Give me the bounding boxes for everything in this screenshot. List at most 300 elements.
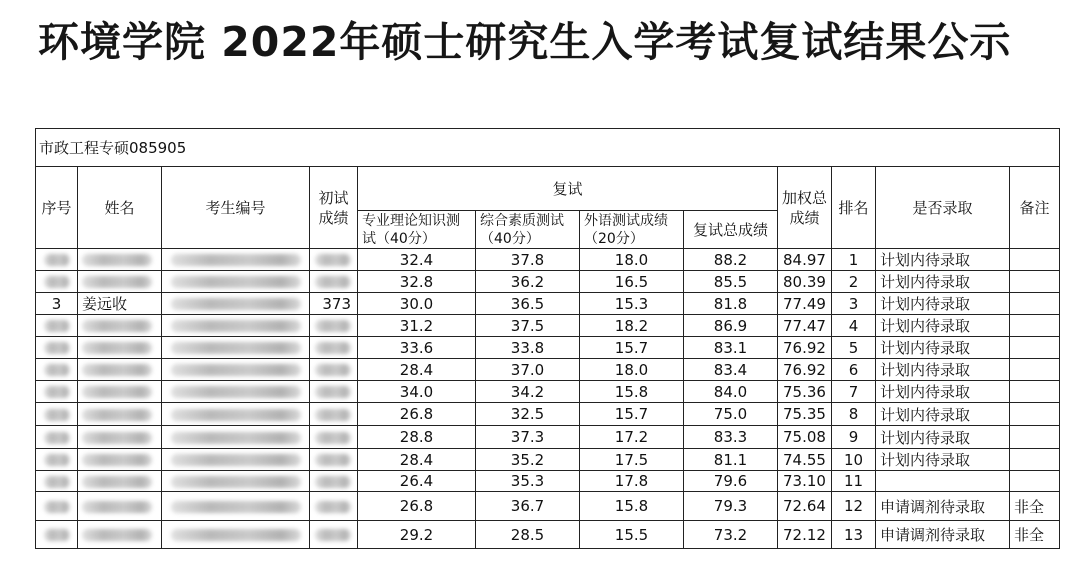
- cell-name: [78, 315, 162, 337]
- cell-weighted-total-text: 76.92: [783, 338, 826, 357]
- redacted-blur: [315, 320, 351, 332]
- cell-foreign: [580, 471, 684, 492]
- cell-weighted-total: [778, 381, 832, 403]
- redacted-blur: [171, 409, 301, 421]
- table-row: [36, 492, 1060, 521]
- cell-professional-text: 28.4: [399, 450, 434, 469]
- cell-foreign-text: 16.5: [614, 272, 649, 291]
- cell-admitted: [876, 293, 1010, 315]
- cell-seq: [36, 359, 78, 381]
- redacted-blur: [44, 454, 70, 466]
- cell-rank: [832, 249, 876, 271]
- redacted-blur: [82, 529, 152, 541]
- cell-professional: [358, 337, 476, 359]
- redacted-blur: [82, 320, 152, 332]
- col-header-professional: 专业理论知识测试（40分）: [358, 211, 476, 249]
- cell-rank: [832, 403, 876, 426]
- cell-professional-text: 28.4: [399, 360, 434, 379]
- cell-weighted-total: [778, 471, 832, 492]
- cell-weighted-total-text: 73.10: [783, 472, 826, 490]
- cell-comprehensive-text: 37.3: [510, 428, 545, 446]
- cell-comprehensive-text: 36.2: [510, 272, 545, 291]
- cell-foreign-text: 17.8: [614, 472, 649, 490]
- redacted-blur: [315, 254, 351, 266]
- cell-professional: [358, 449, 476, 471]
- cell-comprehensive: [476, 249, 580, 271]
- cell-admitted: [876, 471, 1010, 492]
- col-header-foreign: 外语测试成绩（20分）: [580, 211, 684, 249]
- cell-admitted: [876, 249, 1010, 271]
- cell-comprehensive-text: 35.3: [510, 472, 545, 490]
- cell-retest-total-text: 81.8: [713, 294, 748, 313]
- col-header-remark: 备注: [1010, 167, 1060, 249]
- cell-comprehensive-text: 33.8: [510, 338, 545, 357]
- redacted-blur: [171, 386, 301, 398]
- redacted-blur: [171, 364, 301, 376]
- cell-comprehensive: [476, 337, 580, 359]
- cell-comprehensive-text: 37.8: [510, 250, 545, 269]
- redacted-blur: [171, 276, 301, 288]
- cell-foreign: [580, 271, 684, 293]
- cell-name: [78, 271, 162, 293]
- cell-admitted-text: 计划内待录取: [880, 295, 971, 313]
- cell-rank-text: 5: [848, 338, 859, 357]
- cell-comprehensive: [476, 492, 580, 521]
- cell-weighted-total-text: 76.92: [783, 360, 826, 379]
- cell-exam-id: [162, 403, 310, 426]
- cell-weighted-total: [778, 249, 832, 271]
- cell-rank: [832, 426, 876, 449]
- cell-weighted-total: [778, 403, 832, 426]
- table-row: [36, 426, 1060, 449]
- cell-initial-score: [310, 492, 358, 521]
- cell-comprehensive: [476, 381, 580, 403]
- cell-retest-total-text: 85.5: [713, 272, 748, 291]
- cell-comprehensive: [476, 403, 580, 426]
- redacted-blur: [315, 501, 351, 513]
- cell-rank-text: 13: [843, 525, 864, 544]
- cell-weighted-total-text: 75.36: [783, 382, 826, 401]
- redacted-blur: [44, 409, 70, 421]
- cell-retest-total: [684, 315, 778, 337]
- cell-rank-text: 3: [848, 294, 859, 313]
- cell-weighted-total: [778, 337, 832, 359]
- redacted-blur: [82, 364, 152, 376]
- cell-comprehensive: [476, 449, 580, 471]
- cell-foreign-text: 15.7: [614, 405, 649, 423]
- redacted-blur: [82, 432, 152, 444]
- cell-remark: [1010, 293, 1060, 315]
- cell-admitted-text: 计划内待录取: [880, 273, 971, 291]
- cell-foreign: [580, 492, 684, 521]
- cell-foreign-text: 15.8: [614, 497, 649, 515]
- cell-foreign-text: 15.3: [614, 294, 649, 313]
- cell-retest-total-text: 86.9: [713, 316, 748, 335]
- cell-comprehensive-text: 32.5: [510, 405, 545, 423]
- cell-weighted-total: [778, 426, 832, 449]
- redacted-blur: [171, 476, 301, 488]
- cell-initial-score: [310, 359, 358, 381]
- cell-admitted-text: 申请调剂待录取: [880, 526, 986, 544]
- cell-rank: [832, 381, 876, 403]
- cell-initial-score: [310, 449, 358, 471]
- cell-retest-total: [684, 471, 778, 492]
- cell-weighted-total: [778, 492, 832, 521]
- cell-remark: [1010, 359, 1060, 381]
- cell-remark: [1010, 403, 1060, 426]
- redacted-blur: [44, 364, 70, 376]
- cell-weighted-total-text: 74.55: [783, 450, 826, 469]
- cell-remark: [1010, 521, 1060, 549]
- table-row: [36, 271, 1060, 293]
- cell-exam-id: [162, 426, 310, 449]
- cell-exam-id: [162, 359, 310, 381]
- table-row: [36, 293, 1060, 315]
- cell-professional-text: 26.8: [399, 405, 434, 423]
- cell-foreign-text: 15.5: [614, 525, 649, 544]
- redacted-blur: [315, 454, 351, 466]
- redacted-blur: [315, 364, 351, 376]
- cell-seq: [36, 249, 78, 271]
- cell-admitted: [876, 337, 1010, 359]
- cell-retest-total: [684, 403, 778, 426]
- cell-initial-score: [310, 403, 358, 426]
- cell-retest-total-text: 73.2: [713, 525, 748, 544]
- cell-weighted-total: [778, 293, 832, 315]
- redacted-blur: [315, 529, 351, 541]
- cell-initial-score: [310, 381, 358, 403]
- redacted-blur: [82, 501, 152, 513]
- cell-weighted-total-text: 72.64: [783, 497, 826, 515]
- redacted-blur: [171, 454, 301, 466]
- cell-weighted-total-text: 75.35: [783, 405, 826, 423]
- cell-initial-score: [310, 521, 358, 549]
- cell-comprehensive-text: 36.7: [510, 497, 545, 515]
- redacted-blur: [171, 320, 301, 332]
- cell-professional-text: 31.2: [399, 316, 434, 335]
- table-body: [36, 249, 1060, 549]
- cell-admitted: [876, 449, 1010, 471]
- cell-professional: [358, 403, 476, 426]
- cell-rank-text: 8: [848, 405, 859, 423]
- cell-remark: [1010, 449, 1060, 471]
- cell-foreign-text: 18.0: [614, 360, 649, 379]
- cell-name-text: 姜远收: [82, 295, 128, 313]
- redacted-blur: [82, 409, 152, 421]
- cell-foreign-text: 17.2: [614, 428, 649, 446]
- cell-foreign: [580, 315, 684, 337]
- cell-admitted-text: 计划内待录取: [880, 428, 971, 447]
- cell-rank-text: 7: [848, 382, 859, 401]
- cell-retest-total: [684, 449, 778, 471]
- cell-retest-total-text: 79.3: [713, 497, 748, 515]
- redacted-blur: [315, 409, 351, 421]
- cell-retest-total-text: 75.0: [713, 405, 748, 423]
- cell-professional-text: 32.8: [399, 272, 434, 291]
- cell-comprehensive: [476, 315, 580, 337]
- cell-initial-score: [310, 271, 358, 293]
- cell-professional: [358, 521, 476, 549]
- cell-remark: [1010, 492, 1060, 521]
- cell-rank: [832, 337, 876, 359]
- cell-seq: [36, 315, 78, 337]
- redacted-blur: [44, 254, 70, 266]
- cell-initial-score: [310, 249, 358, 271]
- table-row: [36, 359, 1060, 381]
- cell-admitted: [876, 403, 1010, 426]
- col-header-weighted-total: 加权总成绩: [778, 167, 832, 249]
- results-table-frame: [35, 128, 1059, 544]
- cell-weighted-total-text: 77.47: [783, 316, 826, 335]
- redacted-blur: [171, 254, 301, 266]
- table-row: [36, 471, 1060, 492]
- cell-admitted: [876, 426, 1010, 449]
- col-header-seq: 序号: [36, 167, 78, 249]
- cell-remark: [1010, 249, 1060, 271]
- cell-remark-text: 非全: [1014, 526, 1045, 544]
- cell-retest-total: [684, 426, 778, 449]
- redacted-blur: [44, 432, 70, 444]
- redacted-blur: [315, 276, 351, 288]
- cell-initial-score: [310, 293, 358, 315]
- cell-seq: [36, 521, 78, 549]
- redacted-blur: [315, 342, 351, 354]
- cell-name: [78, 293, 162, 315]
- cell-initial-score: [310, 315, 358, 337]
- cell-admitted-text: 计划内待录取: [880, 317, 971, 335]
- cell-remark: [1010, 471, 1060, 492]
- cell-initial-score: [310, 471, 358, 492]
- cell-exam-id: [162, 381, 310, 403]
- cell-exam-id: [162, 337, 310, 359]
- cell-retest-total-text: 83.4: [713, 360, 748, 379]
- cell-exam-id: [162, 449, 310, 471]
- cell-seq: [36, 403, 78, 426]
- cell-rank-text: 11: [843, 472, 864, 490]
- cell-admitted-text: 计划内待录取: [880, 451, 971, 469]
- cell-foreign: [580, 337, 684, 359]
- cell-seq: [36, 471, 78, 492]
- cell-professional: [358, 315, 476, 337]
- cell-foreign: [580, 249, 684, 271]
- cell-remark: [1010, 271, 1060, 293]
- cell-exam-id: [162, 471, 310, 492]
- cell-retest-total: [684, 359, 778, 381]
- cell-remark: [1010, 337, 1060, 359]
- col-header-admitted: 是否录取: [876, 167, 1010, 249]
- table-row: [36, 403, 1060, 426]
- cell-foreign: [580, 403, 684, 426]
- cell-professional: [358, 293, 476, 315]
- cell-seq: [36, 293, 78, 315]
- cell-foreign-text: 18.2: [614, 316, 649, 335]
- cell-retest-total: [684, 249, 778, 271]
- cell-retest-total: [684, 381, 778, 403]
- cell-initial-score: [310, 337, 358, 359]
- cell-seq: [36, 449, 78, 471]
- cell-rank-text: 1: [848, 250, 859, 269]
- redacted-blur: [171, 501, 301, 513]
- cell-professional-text: 33.6: [399, 338, 434, 357]
- cell-professional: [358, 471, 476, 492]
- cell-seq: [36, 381, 78, 403]
- cell-seq: [36, 337, 78, 359]
- cell-retest-total-text: 81.1: [713, 450, 748, 469]
- cell-professional-text: 26.4: [399, 472, 434, 490]
- cell-foreign: [580, 293, 684, 315]
- cell-foreign: [580, 426, 684, 449]
- cell-weighted-total-text: 84.97: [783, 250, 826, 269]
- cell-professional-text: 30.0: [399, 294, 434, 313]
- cell-foreign: [580, 449, 684, 471]
- cell-admitted-text: 申请调剂待录取: [880, 497, 986, 516]
- cell-comprehensive-text: 35.2: [510, 450, 545, 469]
- cell-exam-id: [162, 293, 310, 315]
- col-header-name: 姓名: [78, 167, 162, 249]
- redacted-blur: [44, 276, 70, 288]
- cell-foreign-text: 15.8: [614, 382, 649, 401]
- redacted-blur: [315, 386, 351, 398]
- cell-name: [78, 449, 162, 471]
- redacted-blur: [44, 320, 70, 332]
- redacted-blur: [82, 386, 152, 398]
- cell-weighted-total-text: 80.39: [783, 272, 826, 291]
- redacted-blur: [171, 529, 301, 541]
- redacted-blur: [315, 476, 351, 488]
- cell-remark: [1010, 381, 1060, 403]
- cell-foreign-text: 18.0: [614, 250, 649, 269]
- cell-retest-total: [684, 521, 778, 549]
- cell-retest-total: [684, 293, 778, 315]
- cell-admitted: [876, 271, 1010, 293]
- cell-seq: [36, 492, 78, 521]
- cell-name: [78, 403, 162, 426]
- redacted-blur: [82, 254, 152, 266]
- table-row: [36, 337, 1060, 359]
- cell-exam-id: [162, 521, 310, 549]
- cell-professional: [358, 359, 476, 381]
- cell-exam-id: [162, 271, 310, 293]
- cell-name: [78, 337, 162, 359]
- cell-foreign: [580, 521, 684, 549]
- cell-rank: [832, 293, 876, 315]
- redacted-blur: [44, 501, 70, 513]
- cell-professional-text: 29.2: [399, 525, 434, 544]
- col-header-rank: 排名: [832, 167, 876, 249]
- cell-comprehensive-text: 36.5: [510, 294, 545, 313]
- cell-exam-id: [162, 249, 310, 271]
- redacted-blur: [44, 386, 70, 398]
- cell-retest-total: [684, 492, 778, 521]
- cell-seq: [36, 426, 78, 449]
- table-row: [36, 381, 1060, 403]
- results-table: [35, 128, 1060, 549]
- col-header-comprehensive: 综合素质测试（40分）: [476, 211, 580, 249]
- redacted-blur: [171, 432, 301, 444]
- cell-name: [78, 381, 162, 403]
- cell-comprehensive: [476, 293, 580, 315]
- table-row: [36, 315, 1060, 337]
- cell-admitted-text: 计划内待录取: [880, 339, 971, 357]
- cell-comprehensive-text: 28.5: [510, 525, 545, 544]
- cell-weighted-total: [778, 449, 832, 471]
- cell-comprehensive-text: 37.0: [510, 360, 545, 379]
- cell-comprehensive: [476, 471, 580, 492]
- cell-admitted-text: 计划内待录取: [880, 383, 971, 401]
- cell-foreign-text: 17.5: [614, 450, 649, 469]
- cell-foreign-text: 15.7: [614, 338, 649, 357]
- cell-name: [78, 521, 162, 549]
- cell-comprehensive: [476, 521, 580, 549]
- cell-professional: [358, 381, 476, 403]
- redacted-blur: [82, 454, 152, 466]
- cell-professional: [358, 426, 476, 449]
- cell-admitted: [876, 492, 1010, 521]
- cell-professional-text: 28.8: [399, 428, 434, 446]
- cell-comprehensive-text: 34.2: [510, 382, 545, 401]
- cell-weighted-total: [778, 315, 832, 337]
- cell-weighted-total-text: 72.12: [783, 525, 826, 544]
- cell-comprehensive: [476, 359, 580, 381]
- col-header-retest: 复试: [358, 167, 778, 211]
- cell-rank-text: 2: [848, 272, 859, 291]
- cell-rank-text: 6: [848, 360, 859, 379]
- cell-name: [78, 471, 162, 492]
- cell-retest-total-text: 84.0: [713, 382, 748, 401]
- cell-name: [78, 359, 162, 381]
- cell-rank: [832, 315, 876, 337]
- cell-exam-id: [162, 492, 310, 521]
- table-row: [36, 449, 1060, 471]
- cell-weighted-total: [778, 271, 832, 293]
- cell-professional: [358, 271, 476, 293]
- cell-retest-total: [684, 271, 778, 293]
- page-title: 环境学院 2022年硕士研究生入学考试复试结果公示: [38, 18, 1012, 66]
- cell-rank-text: 9: [848, 428, 859, 446]
- cell-name: [78, 249, 162, 271]
- redacted-blur: [82, 276, 152, 288]
- table-row: [36, 249, 1060, 271]
- redacted-blur: [44, 529, 70, 541]
- cell-rank: [832, 492, 876, 521]
- cell-professional: [358, 249, 476, 271]
- col-header-retest-total: 复试总成绩: [684, 211, 778, 249]
- cell-admitted: [876, 521, 1010, 549]
- cell-rank-text: 10: [843, 450, 864, 469]
- cell-exam-id: [162, 315, 310, 337]
- cell-retest-total-text: 88.2: [713, 250, 748, 269]
- cell-admitted-text: 计划内待录取: [880, 405, 971, 424]
- cell-rank: [832, 271, 876, 293]
- cell-admitted-text: 计划内待录取: [880, 361, 971, 379]
- cell-retest-total: [684, 337, 778, 359]
- cell-foreign: [580, 359, 684, 381]
- cell-weighted-total-text: 77.49: [783, 294, 826, 313]
- redacted-blur: [44, 342, 70, 354]
- cell-name: [78, 492, 162, 521]
- col-header-exam-id: 考生编号: [162, 167, 310, 249]
- cell-seq-text: 3: [51, 294, 62, 313]
- redacted-blur: [44, 476, 70, 488]
- cell-initial-score-text: 373: [322, 294, 351, 313]
- cell-weighted-total-text: 75.08: [783, 428, 826, 446]
- cell-retest-total-text: 83.3: [713, 428, 748, 446]
- cell-professional-text: 26.8: [399, 497, 434, 515]
- cell-remark: [1010, 315, 1060, 337]
- cell-rank: [832, 471, 876, 492]
- table-row: [36, 521, 1060, 549]
- cell-admitted: [876, 315, 1010, 337]
